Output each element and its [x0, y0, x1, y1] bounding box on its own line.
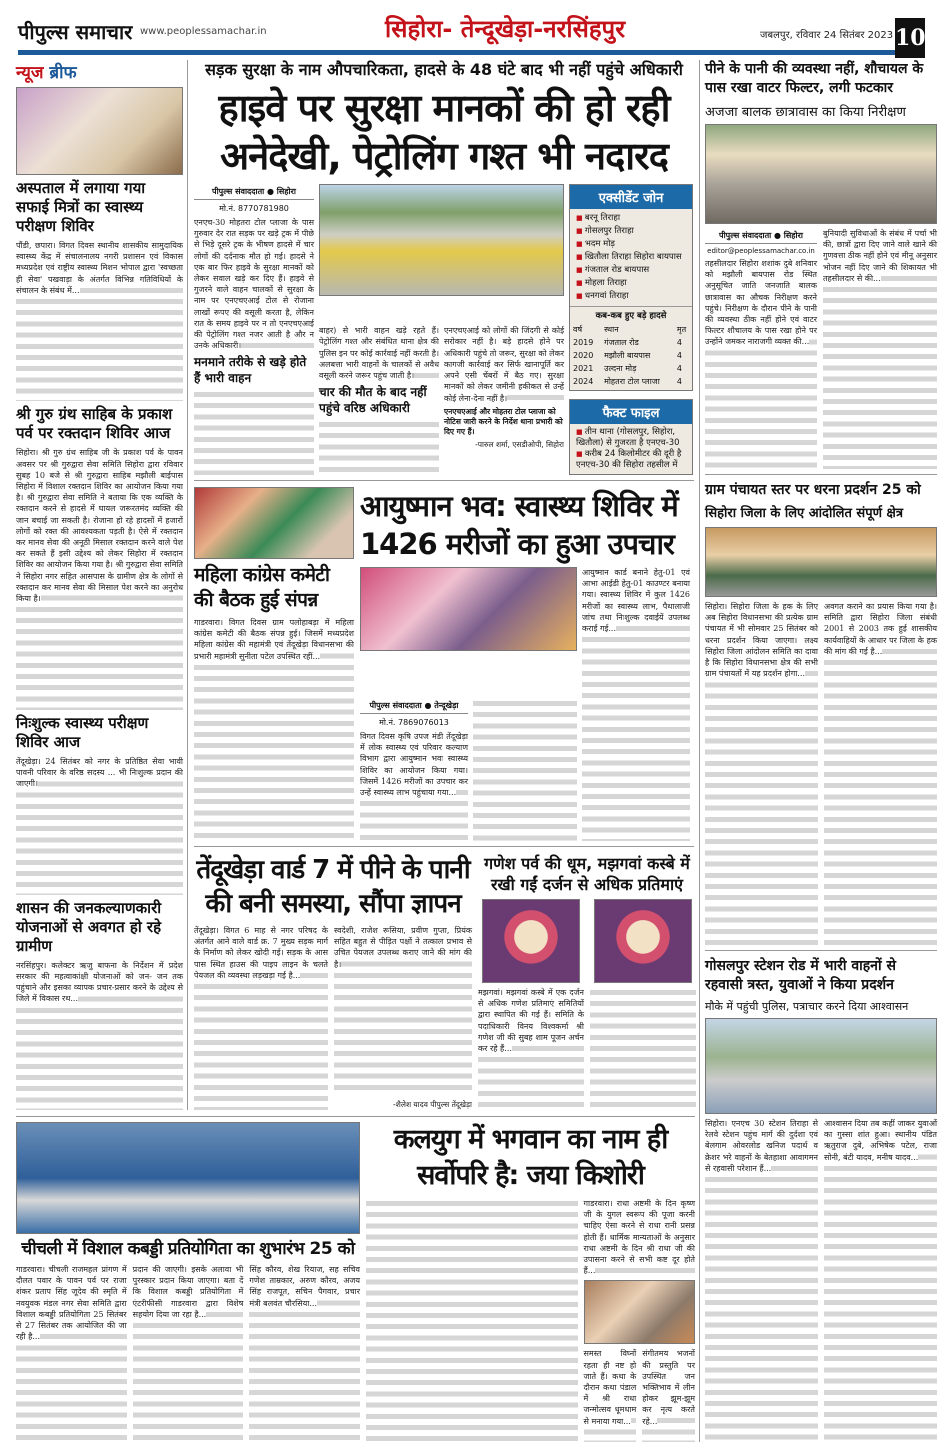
- ganesh-story: [478, 853, 696, 1110]
- body-text: एनएच-30 मोहतरा टोल प्लाजा के पास गुरुवार देर रात सड़क पर खड़े ट्रक में पीछे से भिड़े दूसरे ट्रक के भीषण हादसे में चार लोगों की दर्दनाक मौत हो गई। हादसे ने एक बार फिर हाइवे के सुरक्षा मानकों को लेकर सवाल खड़े कर दिए हैं। हाइवे से गुजरने वाले वाहन चालकों से सुरक्षा के नाम पर एनएचएआई टोल से रोजाना लाखों रूपए की वसूली करता है, लेकिन रात के समय हाइवे पर न तो एनएचएआई की पेट्रोलिंग गश्त नजर आती है और न उनके अधिकारी।: [194, 218, 314, 351]
- table-cell: 2019: [573, 338, 594, 347]
- reporter-email[interactable]: editor@peoplessamachar.co.in: [707, 247, 815, 255]
- article-body: [705, 601, 818, 945]
- lead-story-grid: [194, 184, 694, 475]
- article-body: [584, 1348, 637, 1442]
- body-text: प्रदान की जाएगी। इसके अलावा भी पुरस्कार प्रदान किया जाएगा। बता दें कि विशाल कबड्डी प्रतियोगिता में एंटरीफीसी गाडरवारा द्वारा विशेष सहयोग दिया जा रहा है...: [132, 1265, 244, 1319]
- list-item: ■ धनगवां तिराहा: [576, 290, 686, 303]
- ganesh-idol-photo: [594, 899, 692, 983]
- column-header: वर्ष: [573, 325, 583, 334]
- body-text: गाडरवारा। चीचली राजमहल प्रांगण में दौलत पवार के पावन पर्व पर राजा शंकर प्रताप सिंह जूदेव की स्मृति में नवयुवक मंडल नगर सेवा समिति द्वारा विशाल कबड्डी प्रतियोगिता 25 सितंबर से 27 सितंबर तक आयोजित की जा रही है...: [16, 1265, 127, 1342]
- lead-story: [194, 60, 694, 481]
- kabaddi-story: [16, 1122, 360, 1442]
- table-row: [570, 375, 692, 388]
- toll-plaza-photo: [319, 184, 564, 296]
- box-title: फैक्ट फाइल: [570, 400, 692, 424]
- health-section: [194, 487, 694, 847]
- fact-list: [570, 424, 692, 474]
- article-body: [319, 419, 439, 475]
- body-text: मझगवां। मझगवां कस्बे में एक दर्जन से अधिक गणेश प्रतिमाएं समितियों द्वारा स्थापित की गई हैं। समिति के पदाधिकारी विनय विश्वकर्मा श्री गणेश जी की सुबह शाम पूजन अर्चन कर रहे हैं...: [478, 988, 584, 1054]
- ayushman-story: [360, 487, 694, 841]
- dharna-protest-photo: [705, 527, 937, 597]
- center-column: [194, 60, 694, 1110]
- ayushman-column-1: [360, 698, 468, 841]
- article-body: [366, 1198, 578, 1442]
- body-text: बाहर) से भारी वाहन खड़े रहते हैं। पेट्रोलिंग गश्त और संबंधित थाना क्षेत्र की पुलिस इन पर कोई कार्रवाई नहीं करती है। अलबत्ता भारी वाहनों के चालकों से अवैध वसूली करने जरूर पहुंच जाती है।: [319, 326, 439, 381]
- headline: महिला कांग्रेस कमेटी की बैठक हुई संपन्न: [194, 564, 330, 611]
- hostel-story: [705, 60, 937, 475]
- subheadline: मौके में पहुंची पुलिस, पत्राचार करने दिया आश्वासन: [705, 1000, 909, 1013]
- gosalpur-story: [705, 957, 937, 1442]
- local-section: [194, 853, 694, 1110]
- article-body: [824, 1118, 937, 1442]
- gosalpur-protest-photo: [705, 1018, 937, 1114]
- kalyug-story: [366, 1122, 695, 1442]
- byline: पीपुल्स संवाददाता ● तेन्दूखेड़ा: [360, 698, 468, 714]
- reporter-phone: मो.नं. 7869076013: [379, 717, 449, 727]
- lead-sidebar: [569, 184, 693, 475]
- subheadline: मनमाने तरीके से खड़े होते हैं भारी वाहन: [194, 355, 307, 386]
- kabaddi-photo: [16, 1122, 360, 1234]
- reporter-phone: मो.नं. 8770781980: [219, 204, 289, 213]
- byline: पीपुल्स संवाददाता ● सिहोरा: [194, 184, 314, 200]
- list-item: ■ भदम मोड़: [576, 238, 686, 251]
- article-body: [319, 325, 439, 381]
- kalyug-columns: [366, 1198, 695, 1442]
- news-brief-column: [16, 60, 188, 1110]
- subheadline: चार की मौत के बाद नहीं पहुंचे वरिष्ठ अधिकारी: [319, 385, 427, 416]
- table-cell: 4: [676, 377, 682, 386]
- headline: चीचली में विशाल कबड्डी प्रतियोगिता का शुभारंभ 25 को: [21, 1239, 355, 1259]
- headline: तेंदूखेड़ा वार्ड 7 में पीने के पानी की बनी समस्या, सौंपा ज्ञापन: [196, 855, 470, 919]
- article-body: [249, 1264, 360, 1442]
- subheadline: अजजा बालक छात्रावास का किया निरीक्षण: [705, 105, 906, 120]
- lead-column-1: [194, 184, 314, 475]
- lead-headline: हाइवे पर सुरक्षा मानकों की हो रही अनेदेखी, पेट्रोलिंग गश्त भी नदारद: [218, 86, 670, 178]
- list-item: ■ गंजताल रोड बायपास: [576, 264, 686, 277]
- body-text: आश्वासन दिया तब कहीं जाकर युवाओं का गुस्सा शांत हुआ। स्थानीय पंडित ऋतुराज दुबे, अभिषेक पटेल, राजा सोनी, बंटी यादव, मनीष यादव...: [824, 1119, 937, 1162]
- table-cell: मोहतरा टोल प्लाजा: [604, 377, 660, 386]
- article-body: [590, 987, 696, 1110]
- gosalpur-columns: [705, 1118, 937, 1442]
- article-body: [16, 960, 183, 1110]
- body-text: तेंदूखेड़ा। 24 सितंबर को नगर के प्रतिष्ठित सेवा भावी पावनी परिवार के वरिष्ठ सदस्य ... भी निःशुल्क प्रदान की जाएगी।: [16, 756, 183, 789]
- table-title: कब-कब हुए बड़े हादसे: [570, 306, 692, 321]
- lead-kicker: सड़क सुरक्षा के नाम औपचारिकता, हादसे के 48 घंटे बाद भी नहीं पहुंचे अधिकारी: [205, 60, 683, 79]
- left-center-region: [16, 60, 700, 1442]
- issue-date: जबलपुर, रविवार 24 सितंबर 2023: [760, 30, 894, 41]
- article-body: [705, 1118, 818, 1442]
- headline: कलयुग में भगवान का नाम ही सर्वोपरि है: जया किशोरी: [393, 1124, 668, 1191]
- article-body: [16, 756, 183, 895]
- body-text: गाडरवारा। विगत दिवस ग्राम पलोहाबड़ा में महिला कांग्रेस कमेटी की बैठक संपन्न हुई। जिसमें मध्यप्रदेश महिला कांग्रेस की महामंत्री एवं तेंदूखेड़ा विधानसभा की प्रभारी महामंत्री सुनीता पटेल उपस्थित रहीं...: [194, 618, 354, 661]
- ganesh-columns: [478, 987, 696, 1110]
- article-body: [194, 925, 328, 1110]
- article-body: [16, 240, 183, 401]
- hostel-column-1: [705, 228, 817, 469]
- body-text: सिहोरा। श्री गुरु ग्रंथ साहिब जी के प्रकाश पर्व के पावन अवसर पर श्री गुरुद्वारा सेवा समिति सिहोरा द्वारा रविवार सुबह 10 बजे से श्री गुरुद्वारा साहिब मझौली बाईपास सिहोरा में विशाल रक्तदान शिविर का आयोजन किया गया है। श्री गुरुद्वारा सेवा समिति ने बताया कि एक व्यक्ति के रक्तदान करने से हादसे में घायल जरूरतमंद व्यक्ति की जान बचाई जा सकती है। रोजाना हो रहे हादसों में हजारों लोगों को रक्त की आवश्यकता पड़ती है। ऐसे में रक्तदान कर मानव सेवा की अनूठी मिसाल रक्तदान करने वाले पेश कर सकते हैं इसी उद्देश्य को लेकर सिहोरा में रक्तदान शिविर का आयोजन किया गया है। श्री गुरुद्वारा सेवा समिति ने सिहोरा नगर सहित आसपास के ग्रामीण क्षेत्र के लोगों से रक्तदान कर मानव सेवा की मिसाल पेश करने का अनुरोध किया है।: [16, 448, 183, 604]
- headline: शासन की जनकल्याणकारी योजनाओं से अवगत हो रहे ग्रामीण: [16, 898, 162, 955]
- article-body: [194, 217, 314, 351]
- box-title: एक्सीडेंट जोन: [570, 185, 692, 209]
- ayushman-grid: [360, 567, 694, 841]
- body-text: संगीतमय भजनों की प्रस्तुति पर उपस्थित जन भक्तिभाव में लीन होकर झूम-झूम कर नृत्य करते रहे...: [642, 1349, 695, 1426]
- news-brief-label: [16, 60, 183, 83]
- edition-title: सिहोरा- तेन्दूखेड़ा-नरसिंहपुर: [385, 15, 626, 43]
- body-text: सिंह कौरव, शेख रियाज, सह सचिव गणेश ताम्रकार, अरुण कौरव, अजय सिंह राजपूत, सचिन पैगवार, प्रचार मंत्री बलवंत चौरसिया...: [249, 1265, 361, 1308]
- article-body: [194, 617, 354, 841]
- tendukheda-column-2: [334, 925, 472, 1110]
- article-body: [133, 1264, 244, 1442]
- article-body: [824, 601, 937, 945]
- kalyug-katha-photo: [584, 1280, 696, 1344]
- table-row: [570, 336, 692, 349]
- body-text: बुनियादी सुविधाओं के संबंध में पर्चा भी की, छात्रों द्वारा दिए जाने वाले खाने की गुणवत्ता ठीक नहीं होने एवं मीनू अनुसार भोजन नहीं दिए जाने की शिकायत भी तहसीलदार से की...: [823, 229, 937, 283]
- mahila-congress-story: [194, 487, 354, 841]
- dharna-columns: [705, 601, 937, 945]
- website-url[interactable]: www.peoplessamachar.in: [140, 26, 267, 37]
- body-text: आयुष्मान कार्ड बनाने हेतु-01 एवं आभा आईडी हेतु-01 काउण्टर बनाया गया। स्वास्थ्य शिविर में कुल 1426 मरीजों का स्वास्थ्य लाभ, पैथालाजी जांच तथा निःशुल्क दवाईयें उपलब्ध कराई गई...: [582, 568, 690, 634]
- body-text: पौंडी, छपारा। विगत दिवस स्थानीय शासकीय सामुदायिक स्वास्थ्य केंद्र में संचालनालय नगरी प्रशासन एवं विकास मध्यप्रदेश एवं राष्ट्रीय स्वास्थ्य मिशन भोपाल द्वारा 'स्वच्छता ही सेवा' पखवाड़ा के अंतर्गत विभिन्न गतिविधियों के संचालन के संबंध में...: [16, 241, 183, 295]
- ganesh-idol-photo: [482, 899, 580, 983]
- article-body: [705, 258, 817, 469]
- congress-meeting-photo: [194, 487, 354, 559]
- body-text: तेंदूखेड़ा। विगत 6 माह से नगर परिषद के अंतर्गत आने वाले वार्ड क्र. 7 मुख्य सड़क मार्ग के निर्माण को लेकर खोदी गई। सड़क के आस पास स्थित हाउस की पाइप लाइन के चलते पेयजल की व्यवस्था लड़खड़ा गई है...: [194, 926, 328, 980]
- lead-column-3: [444, 325, 564, 475]
- kalyug-subcolumns: [584, 1348, 696, 1442]
- accidents-table: [570, 323, 692, 388]
- fact-file-box: [569, 399, 693, 475]
- bottom-section: [16, 1116, 695, 1442]
- article-body: [473, 698, 577, 841]
- body-text: समस्त विघ्नों रहता ही नष्ट हो जाते हैं। कथा के दौरान कथा पंडाल में श्री राधा जन्मोत्सव धूमधाम से मनाया गया...: [583, 1349, 637, 1426]
- headline: आयुष्मान भव: स्वास्थ्य शिविर में 1426 मरीजों का हुआ उपचार: [360, 489, 678, 561]
- tendukheda-columns: [194, 925, 472, 1110]
- article-body: [16, 1264, 127, 1442]
- upper-region: [16, 60, 695, 1110]
- dharna-story: [705, 481, 937, 951]
- subheadline: सिहोरा जिला के लिए आंदोलित संपूर्ण क्षेत्र: [705, 506, 904, 521]
- table-cell: 2021: [573, 364, 594, 373]
- article-body: [582, 567, 690, 841]
- headline: निःशुल्क स्वास्थ्य परीक्षण शिविर आज: [16, 713, 149, 751]
- list-item: ■ खितौला तिराहा सिहोरा बायपास: [576, 251, 686, 264]
- body-text: तहसीलदार सिहोरा शशांक दुबे शनिवार को मझौली बायपास रोड स्थित अनुसूचित जाति जनजाति बालक छात्रावास का औचक निरीक्षण करने पहुंचे। निरीक्षण के दौरान पीने के पानी की व्यवस्था ठीक नहीं होने एवं वाटर फिल्टर शौचालय के पास रखा होने पर उन्होंने जमकर नाराजगी व्यक्त की...: [705, 259, 817, 347]
- article-body: [478, 987, 584, 1110]
- table-cell: उल्दना मोड़: [604, 364, 637, 373]
- article-signoff: -शैलेश यादव पीपुल्स तेंदूखेड़ा: [393, 1100, 472, 1109]
- article-body: [334, 925, 472, 1096]
- article-body: [823, 228, 937, 469]
- article-body: [444, 325, 564, 403]
- headline: गोसलपुर स्टेशन रोड में भारी वाहनों से रहवासी त्रस्त, युवाओं ने किया प्रदर्शन: [705, 958, 896, 993]
- table-row: [570, 349, 692, 362]
- newspaper-logo: पीपुल्स समाचार: [18, 20, 133, 44]
- headline: ग्राम पंचायत स्तर पर धरना प्रदर्शन 25 को: [705, 482, 921, 498]
- table-cell: 4: [676, 338, 682, 347]
- body-text: विगत दिवस कृषि उपज मंडी तेंदूखेड़ा में लोक स्वास्थ्य एवं परिवार कल्याण विभाग द्वारा आयुष्मान भवः स्वास्थ्य शिविर का आयोजन किया गया। जिसमें 1426 मरीजों का उपचार कर उन्हें स्वास्थ्य लाभ पहुंचाया गया...: [360, 731, 468, 797]
- headline: अस्पताल में लगाया गया सफाई मित्रों का स्वास्थ्य परीक्षण शिविर: [16, 179, 146, 235]
- body-text: सिहोरा। सिहोरा जिला के हक के लिए अब सिहोरा विधानसभा की प्रत्येक ग्राम पंचायत में भी सोमवार 25 सितंबर को धरना प्रदर्शन किया जाएगा। लक्ष्य सिहोरा जिला आंदोलन समिति का दावा है कि सिहोरा विधानसभा क्षेत्र की सभी ग्राम पंचायतों में यह प्रदर्शन होगा...: [705, 602, 818, 679]
- body-text: नरसिंहपुर। कलेक्टर ऋजु बाफना के निर्देशन में प्रदेश सरकार की महत्वाकांक्षी योजनाओं को जन- जन तक पहुंचाने और इसका व्यापक प्रचार-प्रसार करने के उद्देश्य से जिले में विकास रथ...: [16, 960, 183, 1004]
- column-header: स्थान: [604, 325, 619, 334]
- table-cell: मझौली बायपास: [604, 351, 651, 360]
- label-part: न्यूज: [16, 63, 44, 83]
- body-text: गाडरवारा। राधा अष्टमी के दिन कृष्ण जी के युगल स्वरूप की पूजा करनी चाहिए ऐसा करने से राधा रानी प्रसन्न होती हैं। धार्मिक मान्यताओं के अनुसार राधा अष्टमी के दिन श्री राधा जी की उपासना करने से सभी कष्ट दूर होते हैं...: [583, 1199, 695, 1276]
- list-item: ■ मोहला तिराहा: [576, 277, 686, 290]
- list-item: ■ करीब 24 किलोमीटर की दूरी है एनएच-30 की सिहोरा तहसील में: [576, 449, 686, 471]
- kabaddi-columns: [16, 1264, 360, 1442]
- hostel-columns: [705, 228, 937, 469]
- kalyug-main: [584, 1198, 696, 1442]
- masthead-rule: [18, 50, 895, 55]
- body-text: एनएचएआई को लोगों की जिंदगी से कोई सरोकार नहीं है। बड़े हादसे होने पर अधिकारी पहुंचे तो जरूर, सुरक्षा को लेकर कागजी कार्रवाई कर सिर्फ खानापूर्ति कर अपने एसी चेंबरों में बैठ गए। सुरक्षा मानकों को लेकर जमीनी हकीकत से उन्हें कोई लेना-देना नहीं है।: [444, 326, 564, 403]
- article-body: [194, 389, 314, 475]
- table-row: [570, 362, 692, 375]
- label-part: ब्रीफ: [49, 63, 77, 83]
- lead-column-2: [319, 325, 439, 475]
- accident-zone-box: [569, 184, 693, 391]
- body-text: स्वदेशी, राजेश रूसिया, प्रवीण गुप्ता, प्रियंक सहित बहुत से पीड़ित पक्षों ने तत्काल प्रभाव से उचित पेयजल उपलब्ध कराए जाने की मांग की है।: [334, 926, 472, 969]
- list-item: ■ बरनू तिराहा: [576, 212, 686, 225]
- body-text: अवगत कराने का प्रयास किया गया है। समिति द्वारा सिहोरा जिला संबंधी 2001 से 2003 तक हुई शासकीय कार्यवाहियों के आधार पर जिला के हक की मांग की गई है...: [824, 602, 937, 656]
- hospital-camp-photo: [16, 87, 183, 175]
- table-cell: 2020: [573, 351, 594, 360]
- list-item: ■ तीन थाना (गोसलपुर, सिहोरा, खितौला) से गुजरता है एनएच-30: [576, 427, 686, 449]
- headline: श्री गुरु ग्रंथ साहिब के प्रकाश पर्व पर रक्तदान शिविर आज: [16, 405, 173, 443]
- table-cell: 4: [676, 364, 682, 373]
- article-body: [360, 731, 468, 841]
- article-body: [642, 1348, 695, 1442]
- table-cell: 2024: [573, 377, 594, 386]
- column-header: मृत: [676, 325, 687, 334]
- table-cell: गंजताल रोड: [604, 338, 639, 347]
- list-item: ■ गोसलपुर तिराहा: [576, 225, 686, 238]
- body-text: सिहोरा। एनएच 30 स्टेशन तिराहा से रेलवे स्टेशन पहुंच मार्ग की दुर्दशा एवं बेलगाम ओवरलोड खनिज पदार्थ व क्रेशर भरे वाहनों के बेतहाशा आवागमन से रहवासी परेशान हैं...: [705, 1119, 818, 1173]
- accident-spots-list: [570, 209, 692, 306]
- official-quote: एनएचएआई और मोहतरा टोल प्लाजा को नोटिस जारी करने के निर्देश थाना प्रभारी को दिए गए हैं।: [444, 406, 563, 436]
- article-body: [584, 1198, 696, 1276]
- table-cell: 4: [676, 351, 682, 360]
- quote-attribution: -पारुल शर्मा, एसडीओपी, सिहोरा: [475, 439, 564, 449]
- headline: पीने के पानी की व्यवस्था नहीं, शौचायल के पास रखा वाटर फिल्टर, लगी फटकार: [705, 61, 924, 96]
- article-body: [16, 447, 183, 709]
- hostel-inspection-photo: [705, 124, 937, 224]
- page-number: 10: [895, 18, 925, 58]
- health-camp-photo: [360, 567, 577, 651]
- ganesh-photos: [478, 899, 696, 983]
- page-body: [16, 60, 938, 1442]
- byline: पीपुल्स संवाददाता ● सिहोरा: [705, 228, 817, 244]
- headline: गणेश पर्व की धूम, मझगवां कस्बे में रखी गईं दर्जन से अधिक प्रतिमाएं: [484, 854, 690, 894]
- tendukheda-story: [194, 853, 472, 1110]
- right-column: [705, 60, 937, 1442]
